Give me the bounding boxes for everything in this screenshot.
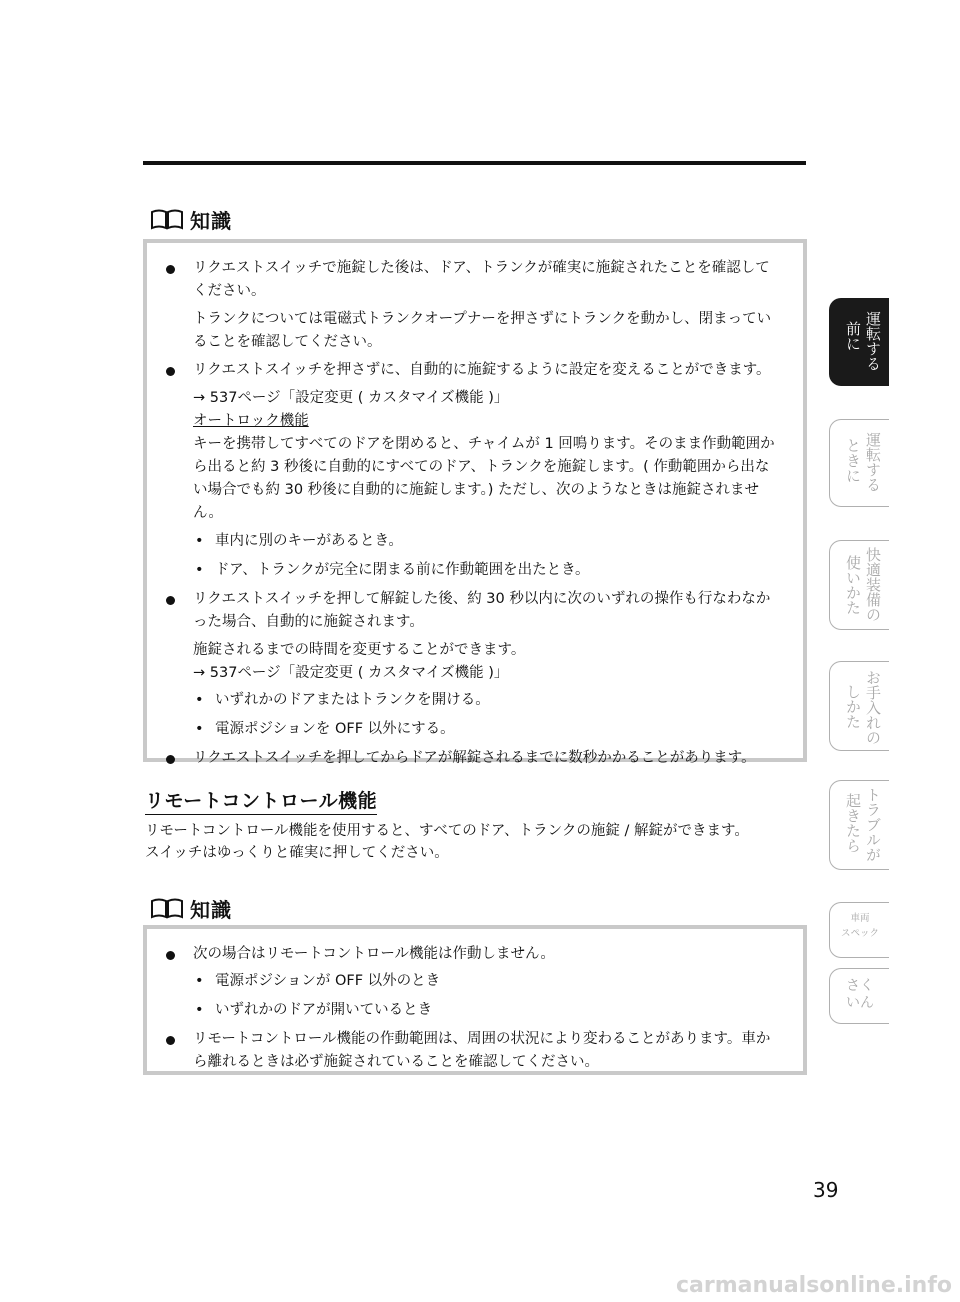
tab-label: 前に — [844, 321, 862, 351]
sub-list-item: • 電源ポジションを OFF 以外にする。 — [193, 718, 783, 741]
page-number: 39 — [813, 1178, 839, 1202]
knowledge-box-1 — [143, 239, 807, 766]
tab-label: 運転する — [864, 432, 882, 492]
tab-label: いん — [846, 995, 874, 1011]
paragraph: 施錠されるまでの時間を変更することができます。 — [193, 642, 526, 658]
page-reference: → 537ページ「設定変更 ( カスタマイズ機能 )」 — [193, 390, 509, 406]
bullet-dot — [166, 265, 175, 274]
paragraph: リモートコントロール機能を使用すると、すべてのドア、トランクの施錠 / 解錠ができます。 — [145, 823, 749, 839]
tab-label: お手入れの — [864, 670, 882, 745]
sub-list-item: • いずれかのドアが開いているとき — [193, 999, 783, 1022]
section-body — [145, 820, 810, 864]
tab-before-driving[interactable] — [829, 298, 889, 386]
tab-vehicle-specs[interactable] — [829, 902, 889, 958]
list-item — [147, 588, 803, 741]
paragraph: トランクについては電磁式トランクオープナーを押さずにトランクを動かし、閉まっていることを確認してください。 — [193, 311, 772, 350]
paragraph: リクエストスイッチを押してからドアが解錠されるまでに数秒かかることがあります。 — [193, 750, 756, 766]
subheading: オートロック機能 — [193, 413, 309, 429]
top-rule — [143, 161, 806, 165]
tab-label: スペック — [840, 928, 879, 939]
tab-troubleshooting[interactable] — [829, 780, 889, 870]
list-item — [147, 359, 803, 582]
sub-list-item: • 車内に別のキーがあるとき。 — [193, 530, 783, 553]
paragraph: リモートコントロール機能の作動範囲は、周囲の状況により変わることがあります。車から離れるときは必ず施錠されていることを確認してください。 — [193, 1031, 771, 1070]
bullet-dot — [166, 1036, 175, 1045]
knowledge-box-2 — [143, 925, 807, 1075]
list-item — [147, 257, 803, 354]
sub-list-item: • 電源ポジションが OFF 以外のとき — [193, 970, 783, 993]
bullet-dot — [166, 367, 175, 376]
knowledge-label: 知識 — [190, 208, 232, 233]
tab-label: しかた — [844, 684, 862, 729]
tab-label: 車両 — [850, 913, 870, 924]
book-icon — [150, 208, 184, 230]
bullet-dot — [166, 951, 175, 960]
sub-list-item: • ドア、トランクが完全に閉まる前に作動範囲を出たとき。 — [193, 559, 783, 582]
paragraph: スイッチはゆっくりと確実に押してください。 — [145, 845, 449, 861]
tab-label: 起きたら — [844, 793, 862, 853]
tab-maintenance[interactable] — [829, 661, 889, 751]
list-item — [147, 1028, 803, 1074]
tab-comfort-features[interactable] — [829, 540, 889, 630]
paragraph: リクエストスイッチを押さずに、自動的に施錠するように設定を変えることができます。 — [193, 362, 771, 378]
knowledge-heading — [150, 202, 232, 236]
section-title: リモートコントロール機能 — [145, 786, 377, 815]
tab-label: ときに — [844, 438, 862, 483]
tab-label: トラブルが — [864, 787, 882, 862]
tab-index[interactable] — [829, 968, 889, 1024]
watermark: carmanualsonline.info — [676, 1273, 952, 1298]
bullet-dot — [166, 596, 175, 605]
sub-list-item: • いずれかのドアまたはトランクを開ける。 — [193, 689, 783, 712]
tab-label: さく — [846, 978, 874, 994]
paragraph: 次の場合はリモートコントロール機能は作動しません。 — [193, 946, 555, 962]
book-icon — [150, 897, 184, 919]
page-reference: → 537ページ「設定変更 ( カスタマイズ機能 )」 — [193, 665, 509, 681]
tab-label: 運転する — [864, 311, 882, 371]
paragraph: リクエストスイッチを押して解錠した後、約 30 秒以内に次のいずれの操作も行なわなかった場合、自動的に施錠されます。 — [193, 591, 771, 630]
paragraph: キーを携帯してすべてのドアを閉めると、チャイムが 1 回鳴ります。そのまま作動範囲から出ると約 3 秒後に自動的にすべてのドア、トランクを施錠します。( 作動範囲から出ない場合でも約 30 秒後に自動的に施錠します。) ただし、次のようなときは施錠されません。 — [193, 436, 775, 521]
list-item — [147, 943, 803, 1022]
list-item — [147, 747, 803, 770]
tab-label: 使いかた — [844, 555, 862, 615]
knowledge-label: 知識 — [190, 897, 232, 922]
paragraph: リクエストスイッチで施錠した後は、ドア、トランクが確実に施錠されたことを確認してください。 — [193, 260, 770, 299]
knowledge-heading — [150, 891, 232, 925]
tab-label: 快適装備の — [864, 547, 882, 622]
bullet-dot — [166, 755, 175, 764]
tab-while-driving[interactable] — [829, 419, 889, 507]
